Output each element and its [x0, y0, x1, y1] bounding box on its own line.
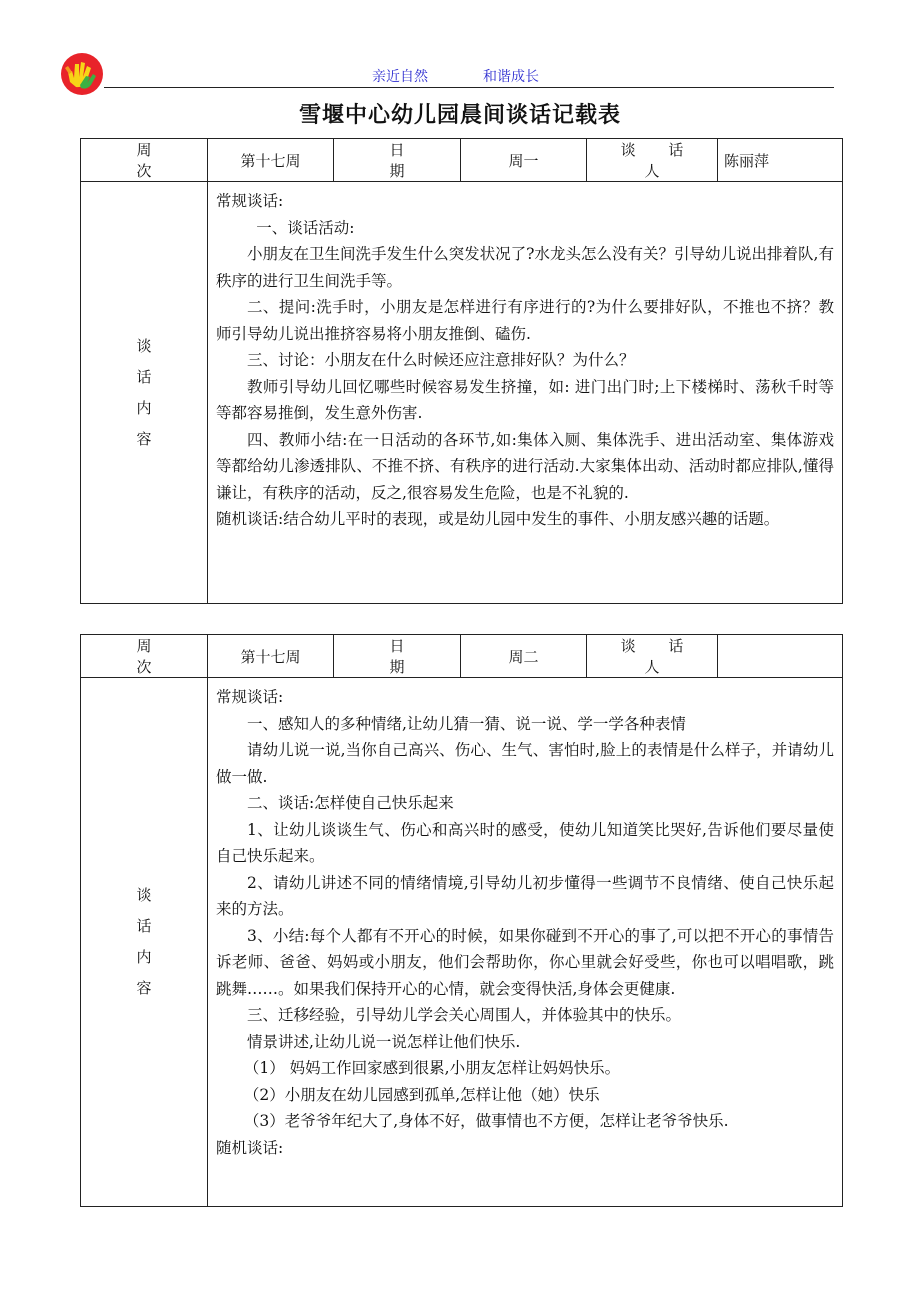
- paragraph: 3、小结:每个人都有不开心的时候，如果你碰到不开心的事了,可以把不开心的事情告诉老师、爸爸、妈妈或小朋友，他们会帮助你，你心里就会好受些，你也可以唱唱歌，跳跳舞……。如果我们保持开心的心情，就会变得快活,身体会更健康.: [216, 926, 834, 998]
- paragraph: 四、教师小结:在一日活动的各环节,如:集体入厕、集体洗手、进出活动室、集体游戏等都给幼儿渗透排队、不推不挤、有秩序的进行活动.大家集体出动、活动时都应排队,懂得谦让，有秩序的活动，反之,很容易发生危险，也是不礼貌的.: [216, 430, 834, 502]
- paragraph: （1） 妈妈工作回家感到很累,小朋友怎样让妈妈快乐。: [243, 1059, 621, 1077]
- content-label-char: 内: [136, 398, 152, 417]
- paragraph: 随机谈话:: [216, 1138, 284, 1157]
- paragraph: 一、谈话活动:: [256, 218, 355, 237]
- paragraph: 三、迁移经验，引导幼儿学会关心周围人，并体验其中的快乐。: [247, 1006, 682, 1024]
- record-table-1: [80, 138, 843, 604]
- speaker-label: 谈 话 人: [587, 635, 718, 678]
- week-label: 周 次: [81, 635, 208, 678]
- content-label-char: 话: [136, 367, 152, 386]
- date-label: 日 期: [334, 139, 461, 182]
- day-value: 周一: [461, 139, 587, 182]
- speaker-value: 陈丽萍: [718, 139, 843, 182]
- week-value: 第十七周: [208, 635, 334, 678]
- content-label-char: 容: [136, 979, 152, 997]
- paragraph: 请幼儿说一说,当你自己高兴、伤心、生气、害怕时,脸上的表情是什么样子，并请幼儿做一做.: [216, 741, 834, 786]
- paragraph: （2）小朋友在幼儿园感到孤单,怎样让他（她）快乐: [243, 1085, 600, 1104]
- paragraph: 二、提问:洗手时，小朋友是怎样进行有序进行的?为什么要排好队，不推也不挤？教师引导幼儿说出推挤容易将小朋友推倒、磕伤.: [216, 298, 834, 343]
- paragraph: 常规谈话:: [216, 192, 284, 210]
- paragraph: 二、谈话:怎样使自己快乐起来: [247, 794, 454, 812]
- paragraph: 三、讨论：小朋友在什么时候还应注意排好队？为什么？: [247, 351, 635, 369]
- record-content-row: [81, 182, 843, 604]
- content-label-char: 谈: [136, 336, 152, 355]
- content-label-char: 容: [136, 429, 152, 448]
- paragraph: 1、让幼儿谈谈生气、伤心和高兴时的感受，使幼儿知道笑比哭好,告诉他们要尽量使自己快乐起来。: [216, 820, 834, 865]
- record-header-row: [81, 635, 843, 678]
- day-value: 周二: [461, 635, 587, 678]
- content-text: [208, 678, 843, 1207]
- week-label: 周 次: [81, 139, 208, 182]
- content-text: [208, 182, 843, 604]
- record-header-row: [81, 139, 843, 182]
- content-label-char: 话: [136, 917, 152, 935]
- paragraph: （3）老爷爷年纪大了,身体不好，做事情也不方便，怎样让老爷爷快乐.: [243, 1112, 729, 1130]
- paragraph: 小朋友在卫生间洗手发生什么突发状况了?水龙头怎么没有关？引导幼儿说出排着队,有秩序的进行卫生间洗手等。: [216, 245, 834, 290]
- speaker-value: [718, 635, 843, 678]
- paragraph: 情景讲述,让幼儿说一说怎样让他们快乐.: [247, 1032, 521, 1051]
- content-label-char: 内: [136, 948, 152, 966]
- header-divider: [104, 87, 834, 88]
- content-label: [81, 678, 208, 1207]
- speaker-label: 谈 话 人: [587, 139, 718, 182]
- date-label: 日 期: [334, 635, 461, 678]
- content-label: [81, 182, 208, 604]
- motto-left: 亲近自然: [372, 69, 428, 85]
- paragraph: 教师引导幼儿回忆哪些时候容易发生挤撞，如: 进门出门时;上下楼梯时、荡秋千时等等都容易推倒，发生意外伤害.: [216, 377, 834, 422]
- page-title: 雪堰中心幼儿园晨间谈话记载表: [298, 103, 621, 128]
- record-content-row: [81, 678, 843, 1207]
- motto-right: 和谐成长: [483, 69, 539, 85]
- paragraph: 常规谈话:: [216, 688, 284, 706]
- record-table-2: [80, 634, 843, 1207]
- content-label-char: 谈: [136, 886, 152, 904]
- week-value: 第十七周: [208, 139, 334, 182]
- paragraph: 2、请幼儿讲述不同的情绪情境,引导幼儿初步懂得一些调节不良情绪、使自己快乐起来的方法。: [216, 873, 834, 918]
- paragraph: 一、感知人的多种情绪,让幼儿猜一猜、说一说、学一学各种表情: [247, 714, 686, 733]
- colorful-hands-logo-icon: [60, 52, 104, 96]
- paragraph: 随机谈话:结合幼儿平时的表现，或是幼儿园中发生的事件、小朋友感兴趣的话题。: [216, 510, 780, 528]
